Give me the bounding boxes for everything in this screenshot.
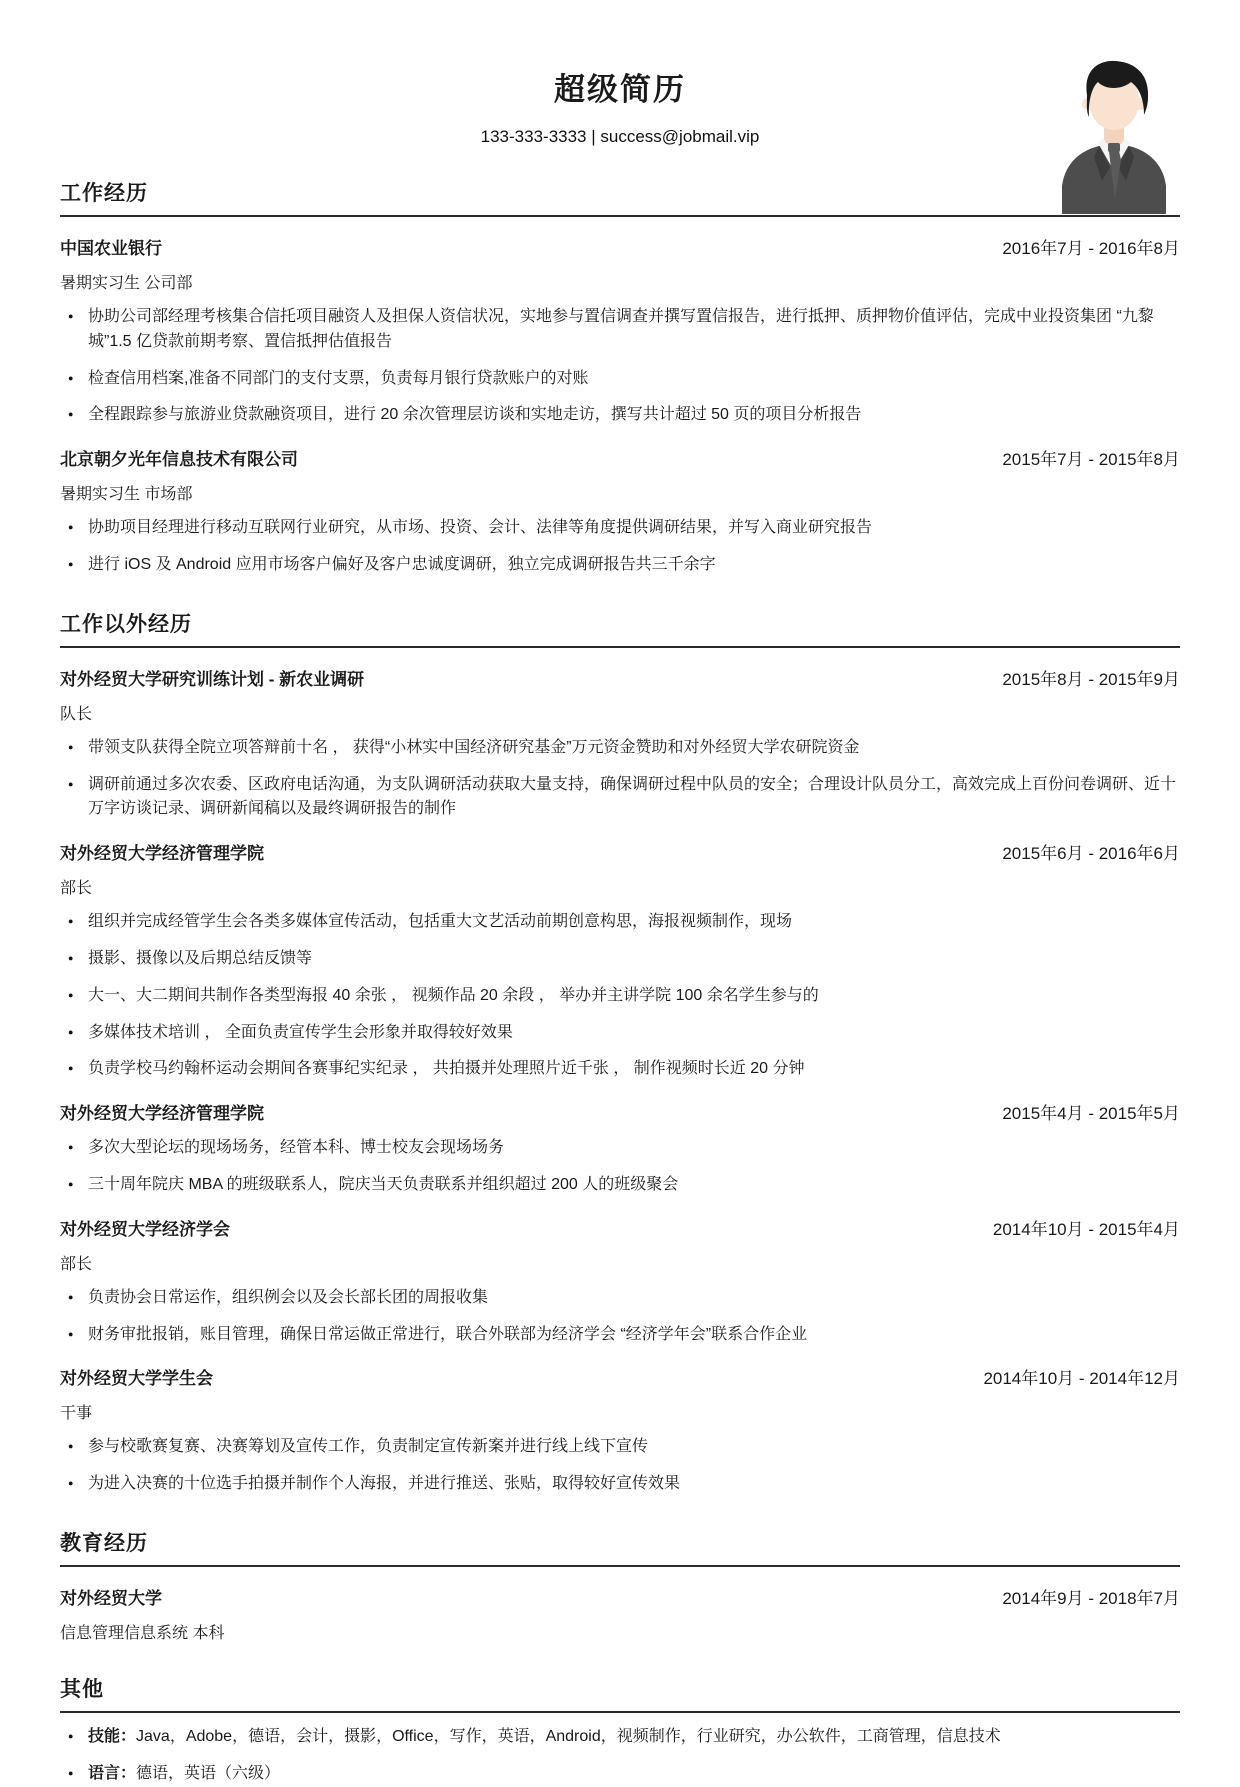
businessman-avatar-icon <box>1058 58 1170 215</box>
section-heading-education: 教育经历 <box>60 1527 1180 1567</box>
section-nonwork <box>60 608 1180 1497</box>
bullet-list <box>60 1286 1180 1348</box>
entry-date: 2015年4月 - 2015年5月 <box>1002 1104 1180 1124</box>
nonwork-entry <box>60 1099 1180 1198</box>
bullet-list <box>60 305 1180 428</box>
resume-header <box>60 64 1180 147</box>
organization-name: 对外经贸大学研究训练计划 - 新农业调研 <box>60 669 365 689</box>
entry-head <box>60 839 1180 864</box>
entry-role: 暑期实习生 公司部 <box>60 275 193 292</box>
nonwork-entry <box>60 665 1180 822</box>
organization-name: 对外经贸大学经济管理学院 <box>60 844 264 864</box>
bullet-item: ● 协助项目经理进行移动互联网行业研究，从市场、投资、会计、法律等角度提供调研结果，并写入商业研究报告 <box>60 516 1180 541</box>
company-name: 北京朝夕光年信息技术有限公司 <box>60 450 298 470</box>
skills-item <box>60 1725 1180 1750</box>
entry-date: 2015年7月 - 2015年8月 <box>1002 450 1180 470</box>
entry-head <box>60 1364 1180 1389</box>
section-heading-nonwork: 工作以外经历 <box>60 608 1180 648</box>
entry-date: 2014年10月 - 2015年4月 <box>992 1219 1180 1239</box>
bullet-list <box>60 910 1180 1082</box>
section-work <box>60 177 1180 578</box>
bullet-item: ● 负责学校马约翰杯运动会期间各赛事纪实纪录 ， 共拍摄并处理照片近千张 ， 制作视频时长近 20 分钟 <box>60 1057 1180 1082</box>
bullet-item: ● 摄影、摄像以及后期总结反馈等 <box>60 947 1180 972</box>
bullet-item: ● 调研前通过多次农委、区政府电话沟通，为支队调研活动获取大量支持，确保调研过程中队员的安全；合理设计队员分工，高效完成上百份问卷调研、近十万字访谈记录、调研新闻稿以及最终调研报告的制作 <box>60 773 1180 823</box>
bullet-item: ● 全程跟踪参与旅游业贷款融资项目，进行 20 余次管理层访谈和实地走访，撰写共计超过 50 页的项目分析报告 <box>60 403 1180 428</box>
skills-label: 技能： <box>88 1727 137 1745</box>
bullet-item: ● 组织并完成经管学生会各类多媒体宣传活动，包括重大文艺活动前期创意构思，海报视频制作，现场 <box>60 910 1180 935</box>
bullet-list <box>60 736 1180 822</box>
nonwork-entry <box>60 1364 1180 1497</box>
bullet-item: ● 协助公司部经理考核集合信托项目融资人及担保人资信状况，实地参与置信调查并撰写置信报告，进行抵押、质押物价值评估，完成中业投资集团 “九黎城”1.5 亿贷款前期考察、置信抵押估值报告 <box>60 305 1180 355</box>
school-name: 对外经贸大学 <box>60 1588 162 1608</box>
entry-head <box>60 234 1180 259</box>
company-name: 中国农业银行 <box>60 239 162 258</box>
bullet-item: ● 检查信用档案,准备不同部门的支付支票，负责每月银行贷款账户的对账 <box>60 367 1180 392</box>
bullet-item: ● 参与校歌赛复赛、决赛筹划及宣传工作，负责制定宣传新案并进行线上线下宣传 <box>60 1435 1180 1460</box>
bullet-item: ● 负责协会日常运作，组织例会以及会长部长团的周报收集 <box>60 1286 1180 1311</box>
entry-date: 2016年7月 - 2016年8月 <box>1002 239 1180 258</box>
entry-head <box>60 1584 1180 1609</box>
entry-date: 2014年10月 - 2014年12月 <box>983 1369 1180 1389</box>
section-education <box>60 1527 1180 1643</box>
entry-head <box>60 665 1180 690</box>
work-entry <box>60 234 1180 428</box>
work-entry <box>60 445 1180 578</box>
bullet-list <box>60 516 1180 578</box>
section-heading-other: 其他 <box>60 1673 1180 1713</box>
organization-name: 对外经贸大学经济管理学院 <box>60 1104 264 1124</box>
bullet-item: ● 财务审批报销，账目管理，确保日常运做正常进行，联合外联部为经济学会 “经济学年会”联系合作企业 <box>60 1323 1180 1348</box>
bullet-list <box>60 1435 1180 1497</box>
languages-text: 德语，英语（六级） <box>136 1764 281 1782</box>
section-heading-work: 工作经历 <box>60 177 1180 217</box>
bullet-item: ● 大一、大二期间共制作各类型海报 40 余张 ， 视频作品 20 余段 ， 举办并主讲学院 100 余名学生参与的 <box>60 984 1180 1009</box>
entry-date: 2015年8月 - 2015年9月 <box>1002 669 1180 689</box>
organization-name: 对外经贸大学经济学会 <box>60 1219 230 1239</box>
entry-date: 2014年9月 - 2018年7月 <box>1002 1588 1180 1608</box>
avatar <box>1058 58 1170 215</box>
entry-role: 暑期实习生 市场部 <box>60 486 193 504</box>
bullet-item: ● 为进入决赛的十位选手拍摄并制作个人海报，并进行推送、张贴，取得较好宣传效果 <box>60 1472 1180 1497</box>
bullet-item: ● 进行 iOS 及 Android 应用市场客户偏好及客户忠诚度调研，独立完成调研报告共三千余字 <box>60 553 1180 578</box>
education-entry <box>60 1584 1180 1643</box>
bullet-item: ● 三十周年院庆 MBA 的班级联系人，院庆当天负责联系并组织超过 200 人的班级聚会 <box>60 1173 1180 1198</box>
entry-head <box>60 445 1180 470</box>
entry-head <box>60 1215 1180 1240</box>
organization-name: 对外经贸大学学生会 <box>60 1369 213 1389</box>
page-title: 超级简历 <box>554 72 686 107</box>
languages-item <box>60 1762 1180 1787</box>
entry-date: 2015年6月 - 2016年6月 <box>1002 844 1180 864</box>
bullet-item: ● 多媒体技术培训 ， 全面负责宣传学生会形象并取得较好效果 <box>60 1021 1180 1046</box>
bullet-item: ● 多次大型论坛的现场场务，经管本科、博士校友会现场场务 <box>60 1136 1180 1161</box>
bullet-list <box>60 1136 1180 1198</box>
skills-text: Java，Adobe，德语，会计，摄影，Office，写作，英语，Android，视频制作，行业研究，办公软件，工商管理，信息技术 <box>136 1727 1001 1745</box>
nonwork-entry <box>60 839 1180 1082</box>
section-other <box>60 1673 1180 1787</box>
bullet-item: ● 带领支队获得全院立项答辩前十名 ， 获得“小林实中国经济研究基金”万元资金赞助和对外经贸大学农研院资金 <box>60 736 1180 761</box>
entry-role: 部长 <box>60 880 93 898</box>
nonwork-entry <box>60 1215 1180 1348</box>
degree-major: 信息管理信息系统 本科 <box>60 1624 225 1642</box>
entry-role: 队长 <box>60 705 93 723</box>
entry-role: 部长 <box>60 1255 93 1273</box>
languages-label: 语言： <box>88 1764 137 1782</box>
bullet-list <box>60 1725 1180 1787</box>
contact-line: 133-333-3333 | success@jobmail.vip <box>480 127 760 146</box>
entry-head <box>60 1099 1180 1124</box>
entry-role: 干事 <box>60 1405 93 1423</box>
